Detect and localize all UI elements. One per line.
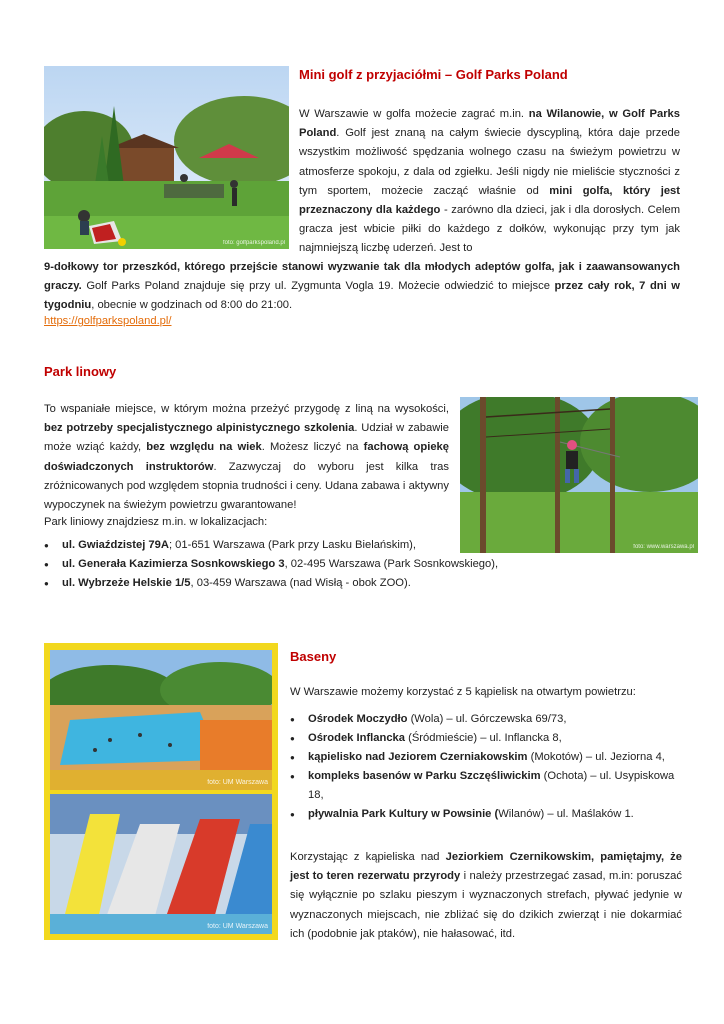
baseny-paragraph	[290, 848, 682, 944]
park-text-3: . Możesz liczyć na	[261, 441, 359, 454]
golf-photo-credit: foto: golfparkspoland.pl	[222, 240, 285, 246]
list-item: ● ul. Gwiaździstej 79A; 01-651 Warszawa (Park przy Lasku Bielańskim),	[44, 536, 604, 555]
park-photo-art	[460, 397, 698, 553]
pool-photo-2-credit: foto: UM Warszawa	[207, 923, 268, 930]
baseny-text-1: Korzystając z kąpieliska nad	[290, 851, 440, 863]
baseny-title: Baseny	[290, 649, 337, 664]
list-item: ● kąpielisko nad Jeziorem Czerniakowskim (Mokotów) – ul. Jeziorna 4,	[290, 748, 682, 767]
park-locations-list	[44, 536, 604, 593]
pool-photo-2-art	[50, 794, 272, 934]
golf-title: Mini golf z przyjaciółmi – Golf Parks Poland	[299, 67, 568, 82]
baseny-pools-list	[290, 710, 682, 824]
list-item: ● Ośrodek Moczydło (Wola) – ul. Górczewska 69/73,	[290, 710, 682, 729]
golf-photo	[44, 66, 289, 249]
list-item: ● ul. Wybrzeże Helskie 1/5, 03-459 Warszawa (nad Wisłą - obok ZOO).	[44, 574, 604, 593]
park-photo-credit: foto: www.warszawa.pl	[633, 544, 694, 550]
golf-text-2: . Golf jest znaną na całym świecie dyscypliną, która daje przede wszystkim możliwość spędzania wolnego czasu na świeżym powietrzu w atmosferze spokoju, z dala od zgiełku. Jeśli nigdy nie mieliście styczności z tym sportem, możecie zacząć właśnie od	[299, 127, 680, 197]
golf-text-4-bold: przez cały rok, 7 dni w tygodniu	[44, 280, 680, 312]
park-text-4: . Zazwyczaj do wyboru jest kilka tras zróżnicowanych pod względem stopnia trudności i ceny. Udana zabawa i aktywny wypoczynek na świeżym powietrzu gwarantowane!	[44, 460, 449, 512]
golf-text-1: W Warszawie w golfa możecie zagrać m.in.	[299, 108, 525, 120]
pool-photo-1-art	[50, 650, 272, 790]
baseny-text-1-bold: Jeziorkiem Czernikowskim, pamiętajmy, że jest to teren rezerwatu przyrody	[290, 851, 682, 883]
pool-photo-1	[50, 650, 272, 790]
baseny-text-2: i należy przestrzegać zasad, m.in: poruszać się wyłącznie po szlaku pieszym i wyznaczonych strefach, pływać jedynie w wyznaczonych miejscach, nie zbliżać się do dzikich zwierząt i nie dokarmiać ich (podobnie jak ptaków), nie hałasować, itd.	[290, 870, 683, 940]
golf-text-4: Golf Parks Poland znajduje się przy ul. Zygmunta Vogla 19. Możecie odwiedzić to miejsce	[86, 280, 550, 293]
baseny-intro: W Warszawie możemy korzystać z 5 kąpielisk na otwartym powietrzu:	[290, 686, 636, 698]
park-photo	[460, 397, 698, 553]
golf-paragraph	[299, 105, 680, 259]
park-title: Park linowy	[44, 364, 117, 379]
golf-text-5: , obecnie w godzinach od 8:00 do 21:00.	[91, 299, 293, 312]
list-item: ● kompleks basenów w Parku Szczęśliwickim (Ochota) – ul. Usypiskowa 18,	[290, 767, 682, 805]
park-text-1: To wspaniałe miejsce, w którym można przeżyć przygodę z liną na wysokości,	[44, 403, 449, 415]
golf-website-link[interactable]: https://golfparkspoland.pl/	[44, 315, 172, 327]
park-text-3-bold: fachową opiekę doświadczonych instruktorów	[44, 441, 450, 473]
park-locations-intro: Park liniowy znajdziesz m.in. w lokalizacjach:	[44, 516, 268, 528]
golf-paragraph-cont	[44, 258, 680, 316]
park-text-2-bold: bez względu na wiek	[146, 441, 262, 454]
pool-photo-frame	[44, 643, 278, 940]
golf-text-2-bold: mini golfa, który jest przeznaczony dla każdego	[299, 184, 680, 217]
golf-text-1-bold: na Wilanowie, w Golf Parks Poland	[299, 108, 680, 140]
list-item: ● Ośrodek Inflancka (Śródmieście) – ul. Inflancka 8,	[290, 729, 682, 748]
golf-text-3: - zarówno dla dzieci, jak i dla dorosłych. Celem gracza jest wbicie piłki do każdego z dołków, wykonując przy tym jak najmniejszą liczbę uderzeń. Jest to	[299, 204, 681, 255]
golf-photo-art	[44, 66, 289, 249]
park-paragraph	[44, 400, 449, 515]
park-text-2: . Udział w zabawie może wziąć każdy,	[44, 422, 449, 454]
list-item: ● pływalnia Park Kultury w Powsinie (Wilanów) – ul. Maślaków 1.	[290, 805, 682, 824]
list-item: ● ul. Generała Kazimierza Sosnkowskiego 3, 02-495 Warszawa (Park Sosnkowskiego),	[44, 555, 604, 574]
pool-photo-2	[50, 794, 272, 934]
pool-photo-1-credit: foto: UM Warszawa	[207, 779, 268, 786]
golf-text-3-bold: 9-dołkowy tor przeszkód, którego przejście stanowi wyzwanie tak dla młodych adeptów golfa, jak i zaawansowanych graczy.	[44, 261, 680, 293]
park-text-1-bold: bez potrzeby specjalistycznego alpinistycznego szkolenia	[44, 422, 355, 435]
